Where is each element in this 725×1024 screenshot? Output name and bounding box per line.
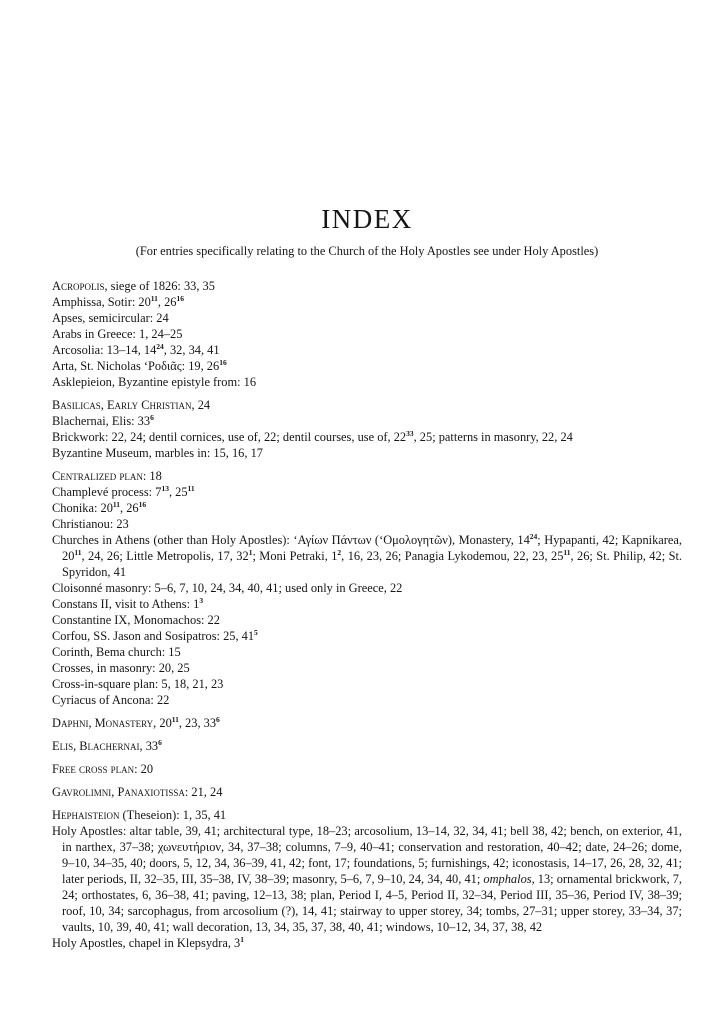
entry-daphni: Daphni, Monastery, $20^{11}$, 23, $33^6$ <box>52 714 220 730</box>
entry-constantine: Constantine IX, Monomachos: 22 <box>52 613 220 627</box>
entry-hephaisteion: Hephaisteion (Theseion): 1, 35, 41 <box>52 808 227 822</box>
entry-basilicas: Basilicas, Early Christian, 24 <box>52 398 211 412</box>
entry-cyriacus: Cyriacus of Ancona: 22 <box>52 693 170 707</box>
entry-gavrolimni: Gavrolimni, Panaxiotissa: 21, 24 <box>52 785 223 799</box>
index-group-f <box>52 761 682 777</box>
entry-churches-athens: Churches in Athens (other than Holy Apostles): ‘Αγίων Πάντων (‘Ομολογητῶν), Monastery, $14^{24}$; Hypapanti, 42; Kapnikarea, $20^{11}$, 24, 26; Little Metropolis, 17, $32^1$; Moni Petraki, $1^2$, 16, 23, 26; Panagia Lykodemou, 22, 23, $25^{11}$, 26; St. Philip, 42; St. Spyridon, 41 <box>52 531 683 579</box>
entry-acropolis: Acropolis, siege of 1826: 33, 35 <box>52 279 215 293</box>
entry-holy-apostles: Holy Apostles: altar table, 39, 41; architectural type, 18–23; arcosolium, 13–14, 32, 34, 41; bell 38, 42; bench, on exterior, 41, in narthex, 37–38; χωνευτήριον, 34, 37–38; columns, 7–9, 40–41; conservation and restoration, 40–42; date, 24–26; dome, 9–10, 34–35, 40; doors, 5, 12, 34, 36–39, 41, 42; font, 17; foundations, 5; furnishings, 42; iconostasis, 14–17, 26, 28, 32, 41; later periods, II, 32–35, III, 35–38, IV, 38–39; masonry, 5–6, 7, 9–10, 24, 34, 40, 41; omphalos, 13; ornamental brickwork, 7, 24; orthostates, 6, 36–38, 41; paving, 12–13, 38; plan, Period I, 4–5, Period II, 32–34, Period III, 35–36, Period IV, 38–39; roof, 10, 34; sarcophagus, from arcosolium (?), 14, 41; stairway to upper storey, 34; tombs, 27–31; upper storey, 33–34, 37; vaults, 10, 39, 40, 41; wall decoration, 13, 34, 35, 37, 38, 40, 41; windows, 10–12, 34, 37, 38, 42 <box>52 824 682 934</box>
index-group-h <box>52 807 682 951</box>
entry-cloisonne: Cloisonné masonry: 5–6, 7, 10, 24, 34, 40, 41; used only in Greece, 22 <box>52 581 403 595</box>
entry-elis: Elis, Blachernai, $33^6$ <box>52 737 162 753</box>
entry-amphissa: Amphissa, Sotir: $20^{11}$, $26^{16}$ <box>52 293 184 309</box>
entry-asklepieion: Asklepieion, Byzantine epistyle from: 16 <box>52 375 257 389</box>
entry-free-cross-plan: Free cross plan: 20 <box>52 762 154 776</box>
page-title: INDEX <box>321 204 413 234</box>
entry-arcosolia: Arcosolia: 13–14, $14^{24}$, 32, 34, 41 <box>52 341 220 357</box>
entry-christianou: Christianou: 23 <box>52 517 129 531</box>
entry-corfou: Corfou, SS. Jason and Sosipatros: 25, $41^5$ <box>52 627 258 643</box>
entry-brickwork: Brickwork: 22, 24; dentil cornices, use of, 22; dentil courses, use of, $22^{33}$, 25; patterns in masonry, 22, 24 <box>52 428 573 444</box>
entry-corinth: Corinth, Bema church: 15 <box>52 645 181 659</box>
entry-arabs: Arabs in Greece: 1, 24–25 <box>52 327 183 341</box>
entry-champleve: Champlevé process: $7^{13}$, $25^{11}$ <box>52 483 195 499</box>
entry-chonika: Chonika: $20^{11}$, $26^{16}$ <box>52 499 147 515</box>
entry-apses: Apses, semicircular: 24 <box>52 311 169 325</box>
entry-byzantine-museum: Byzantine Museum, marbles in: 15, 16, 17 <box>52 446 263 460</box>
entry-arta: Arta, St. Nicholas ‘Ροδιᾶς: 19, $26^{16}$ <box>52 357 227 373</box>
index-group-b <box>52 397 682 461</box>
index-group-c <box>52 468 682 708</box>
page-subtitle: (For entries specifically relating to the Church of the Holy Apostles see under Holy Apostles) <box>135 244 599 258</box>
index-group-e <box>52 738 682 754</box>
index-entries <box>52 278 682 958</box>
entry-holy-apostles-chapel: Holy Apostles, chapel in Klepsydra, $3^1$ <box>52 934 244 950</box>
entry-cross-in-square: Cross-in-square plan: 5, 18, 21, 23 <box>52 677 224 691</box>
entry-blachernai: Blachernai, Elis: $33^6$ <box>52 412 154 428</box>
entry-constans: Constans II, visit to Athens: $1^3$ <box>52 595 204 611</box>
index-group-d <box>52 715 682 731</box>
entry-crosses: Crosses, in masonry: 20, 25 <box>52 661 190 675</box>
index-group-g <box>52 784 682 800</box>
index-group-a <box>52 278 682 390</box>
entry-centralized-plan: Centralized plan: 18 <box>52 469 162 483</box>
